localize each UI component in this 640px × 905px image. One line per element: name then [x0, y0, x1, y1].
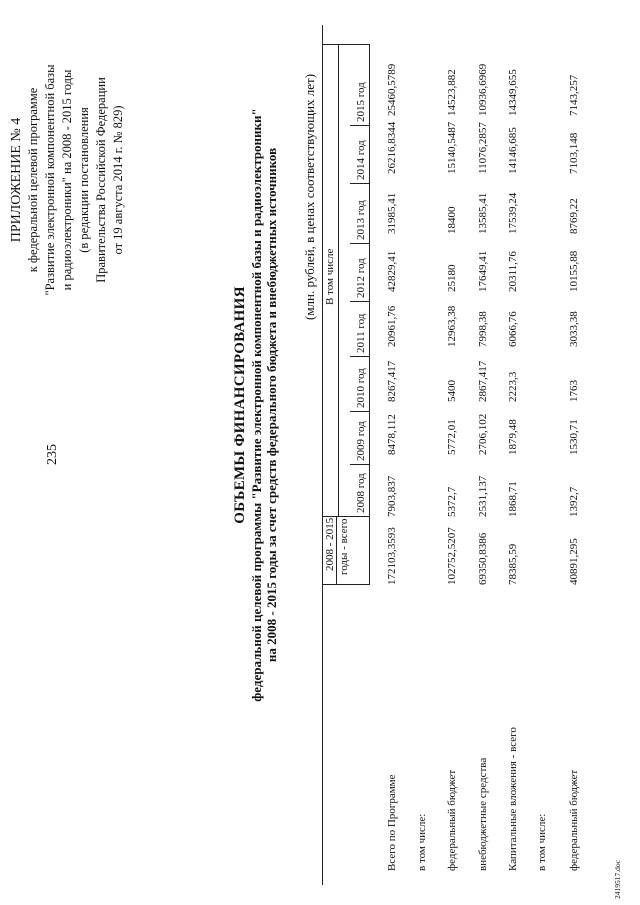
- total-header: годы - всего: [338, 518, 350, 575]
- year-header: 2014 год: [355, 140, 367, 180]
- table-cell: 2867,417: [477, 360, 489, 402]
- year-header: 2010 год: [355, 368, 367, 408]
- appendix-line: от 19 августа 2014 г. № 829): [111, 105, 125, 255]
- table-cell: 40891,295: [568, 538, 580, 585]
- appendix-line: Правительства Российской Федерации: [94, 77, 108, 283]
- table-cell: 1763: [568, 380, 580, 402]
- table-cell: 25460,5789: [386, 63, 398, 116]
- table-cell: 10936,6969: [477, 63, 489, 116]
- table-cell: 20961,76: [386, 305, 398, 347]
- table-cell: 17539,24: [507, 192, 519, 234]
- appendix-block: [8, 5, 127, 355]
- table-row-label: Всего по Программе: [386, 774, 398, 871]
- group-header-rule: [338, 45, 339, 517]
- table-cell: 10155,88: [568, 250, 580, 292]
- table-cell: 7143,257: [568, 74, 580, 116]
- table-cell: 172103,3593: [386, 527, 398, 585]
- units-note: (млн. рублей, в ценах соответствующих лет): [302, 73, 317, 320]
- year-header: 2015 год: [355, 82, 367, 122]
- table-cell: 26216,8344: [386, 121, 398, 174]
- table-cell: 31985,41: [386, 192, 398, 234]
- table-cell: 17649,41: [477, 250, 489, 292]
- table-cell: 42829,41: [386, 250, 398, 292]
- table-cell: 20311,76: [507, 251, 519, 292]
- footer-filename: 2419517.doc: [613, 860, 622, 899]
- table-cell: 5772,01: [446, 419, 458, 455]
- table-cell: 7103,148: [568, 132, 580, 174]
- year-header: 2009 год: [355, 421, 367, 461]
- document-title: [232, 55, 279, 755]
- table-cell: 7903,837: [386, 475, 398, 517]
- table-cell: 1530,71: [568, 419, 580, 455]
- appendix-line: к федеральной целевой программе: [26, 87, 40, 273]
- table-cell: 69350,8386: [477, 532, 489, 585]
- table-cell: 102752,5207: [446, 527, 458, 585]
- table-column-rule: [350, 411, 370, 412]
- table-column-rule: [350, 243, 370, 244]
- group-header: В том числе: [324, 248, 336, 305]
- table-cell: 12963,38: [446, 305, 458, 347]
- year-header: 2012 год: [355, 258, 367, 298]
- table-cell: 1879,48: [507, 419, 519, 455]
- total-header-rule: [336, 517, 337, 585]
- table-cell: 6066,76: [507, 311, 519, 347]
- table-cell: 1392,7: [568, 486, 580, 517]
- title-subtitle-line: федеральной целевой программы "Развитие электронной компонентной базы и радиоэлектроники": [249, 108, 264, 702]
- table-row-label: федеральный бюджет: [446, 769, 458, 871]
- total-header: 2008 - 2015: [324, 517, 336, 571]
- table-row-label: в том числе:: [536, 813, 548, 871]
- table-top-rule: [322, 25, 323, 885]
- table-cell: 2706,102: [477, 413, 489, 455]
- table-cell: 78385,59: [507, 543, 519, 585]
- table-row-label: федеральный бюджет: [568, 769, 580, 871]
- table-column-rule: [350, 301, 370, 302]
- table-header-bottom-rule: [369, 45, 370, 585]
- table-cell: 14523,882: [446, 69, 458, 116]
- table-cell: 8478,112: [386, 414, 398, 455]
- title-main: ОБЪЕМЫ ФИНАНСИРОВАНИЯ: [232, 286, 248, 524]
- table-column-rule: [350, 464, 370, 465]
- table-cell: 8769,22: [568, 198, 580, 234]
- table-cell: 13585,41: [477, 192, 489, 234]
- year-header: 2008 год: [355, 473, 367, 513]
- table-cell: 15140,5487: [446, 121, 458, 174]
- table-cell: 5372,7: [446, 486, 458, 517]
- year-header: 2011 год: [355, 313, 367, 353]
- appendix-heading: ПРИЛОЖЕНИЕ № 4: [9, 117, 24, 243]
- table-column-rule: [322, 584, 370, 585]
- table-cell: 8267,417: [386, 360, 398, 402]
- table-cell: 2223,3: [507, 371, 519, 402]
- table-column-rule: [322, 44, 370, 45]
- table-cell: 11076,2857: [477, 122, 489, 174]
- year-header: 2013 год: [355, 200, 367, 240]
- table-row-label: в том числе:: [416, 813, 428, 871]
- appendix-line: (в редакции постановления: [77, 107, 91, 253]
- appendix-line: "Развитие электронной компонентной базы: [43, 64, 57, 296]
- table-row-label: Капитальные вложения - всего: [507, 727, 519, 871]
- table-cell: 5400: [446, 380, 458, 402]
- table-cell: 1868,71: [507, 481, 519, 517]
- table-cell: 25180: [446, 264, 458, 292]
- table-cell: 14146,685: [507, 127, 519, 174]
- table-cell: 3033,38: [568, 311, 580, 347]
- page-number: 235: [45, 444, 60, 465]
- table-cell: 14349,655: [507, 69, 519, 116]
- title-subtitle-line: на 2008 - 2015 годы за счет средств федерального бюджета и внебюджетных источников: [264, 147, 279, 663]
- table-cell: 2531,137: [477, 475, 489, 517]
- appendix-line: и радиоэлектроники" на 2008 - 2015 годы: [60, 69, 74, 291]
- table-column-rule: [350, 356, 370, 357]
- table-column-rule: [322, 516, 370, 517]
- table-column-rule: [350, 183, 370, 184]
- table-row-label: внебюджетные средства: [477, 757, 489, 871]
- table-cell: 7998,38: [477, 311, 489, 347]
- table-column-rule: [350, 125, 370, 126]
- table-cell: 18400: [446, 206, 458, 234]
